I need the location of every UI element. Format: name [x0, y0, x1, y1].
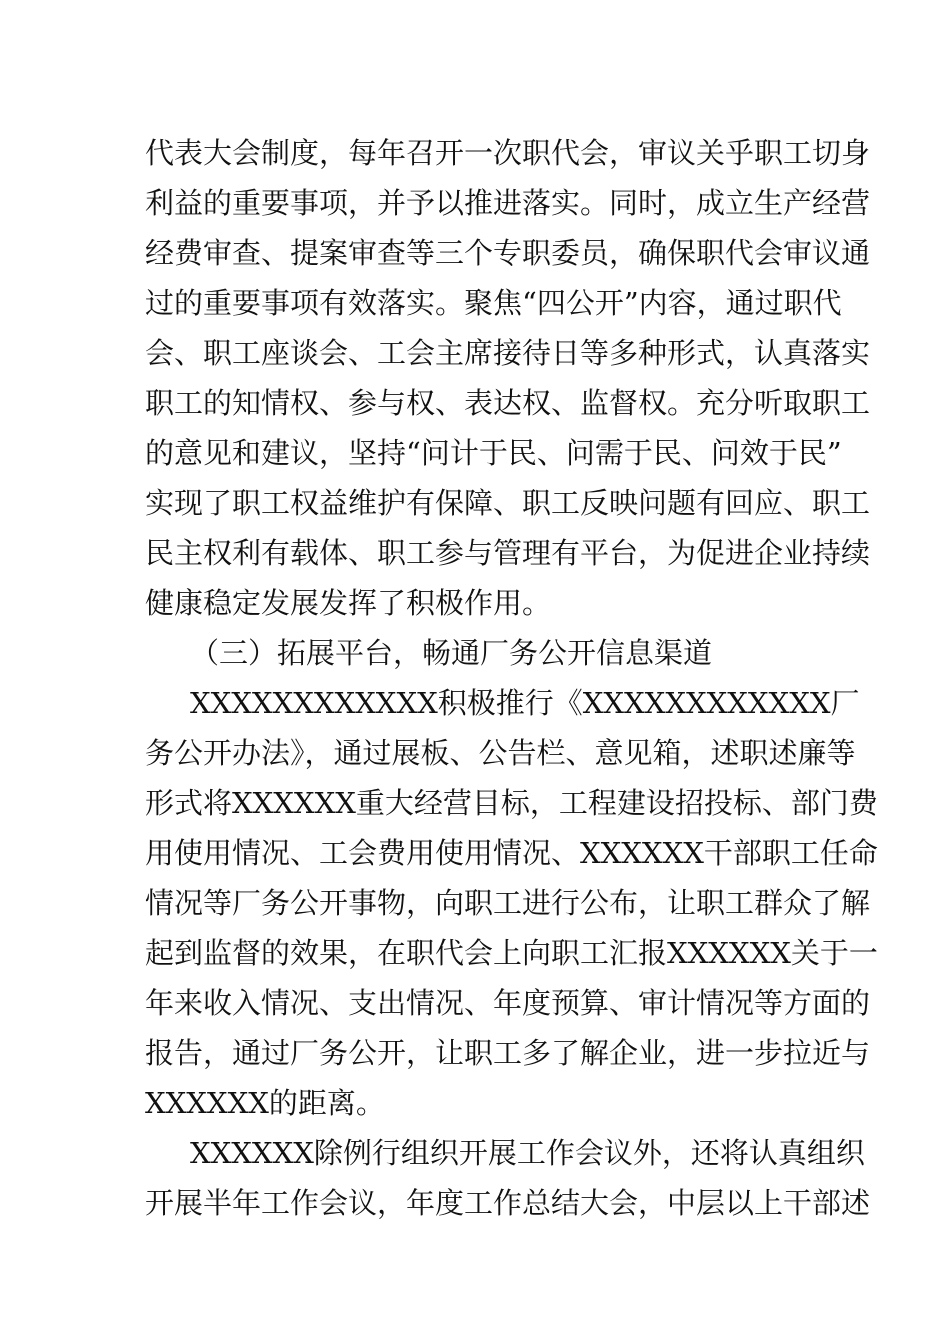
text-line: 报告，通过厂务公开，让职工多了解企业，进一步拉近与: [145, 1036, 871, 1070]
text-line: 健康稳定发展发挥了积极作用。: [145, 586, 552, 620]
text-line: 的意见和建议，坚持“问计于民、问需于民、问效于民”: [145, 436, 842, 470]
text-line: 经费审查、提案审查等三个专职委员，确保职代会审议通: [145, 236, 871, 270]
text-line: XXXXXX的距离。: [145, 1086, 385, 1120]
text-line: 年来收入情况、支出情况、年度预算、审计情况等方面的: [145, 986, 871, 1020]
text-line: 会、职工座谈会、工会主席接待日等多种形式，认真落实: [145, 336, 871, 370]
paragraph-first-line: XXXXXXXXXXXX积极推行《XXXXXXXXXXXX厂: [190, 686, 860, 720]
text-line: 务公开办法》，通过展板、公告栏、意见箱，述职述廉等: [145, 736, 856, 770]
text-line: 实现了职工权益维护有保障、职工反映问题有回应、职工: [145, 486, 871, 520]
text-line: 利益的重要事项，并予以推进落实。同时，成立生产经营: [145, 186, 871, 220]
text-line: 起到监督的效果，在职代会上向职工汇报XXXXXX关于一: [145, 936, 878, 970]
text-line: 职工的知情权、参与权、表达权、监督权。充分听取职工: [145, 386, 871, 420]
paragraph-first-line: XXXXXX除例行组织开展工作会议外，还将认真组织: [190, 1136, 865, 1170]
section-heading: （三）拓展平台，畅通厂务公开信息渠道: [190, 636, 713, 670]
text-line: 形式将XXXXXX重大经营目标，工程建设招投标、部门费: [145, 786, 878, 820]
text-line: 民主权利有载体、职工参与管理有平台，为促进企业持续: [145, 536, 871, 570]
text-line: 开展半年工作会议，年度工作总结大会，中层以上干部述: [145, 1186, 871, 1220]
text-line: 代表大会制度，每年召开一次职代会，审议关乎职工切身: [145, 136, 871, 170]
text-line: 过的重要事项有效落实。聚焦“四公开”内容，通过职代: [145, 286, 842, 320]
text-line: 用使用情况、工会费用使用情况、XXXXXX干部职工任命: [145, 836, 878, 870]
text-line: 情况等厂务公开事物，向职工进行公布，让职工群众了解: [145, 886, 871, 920]
